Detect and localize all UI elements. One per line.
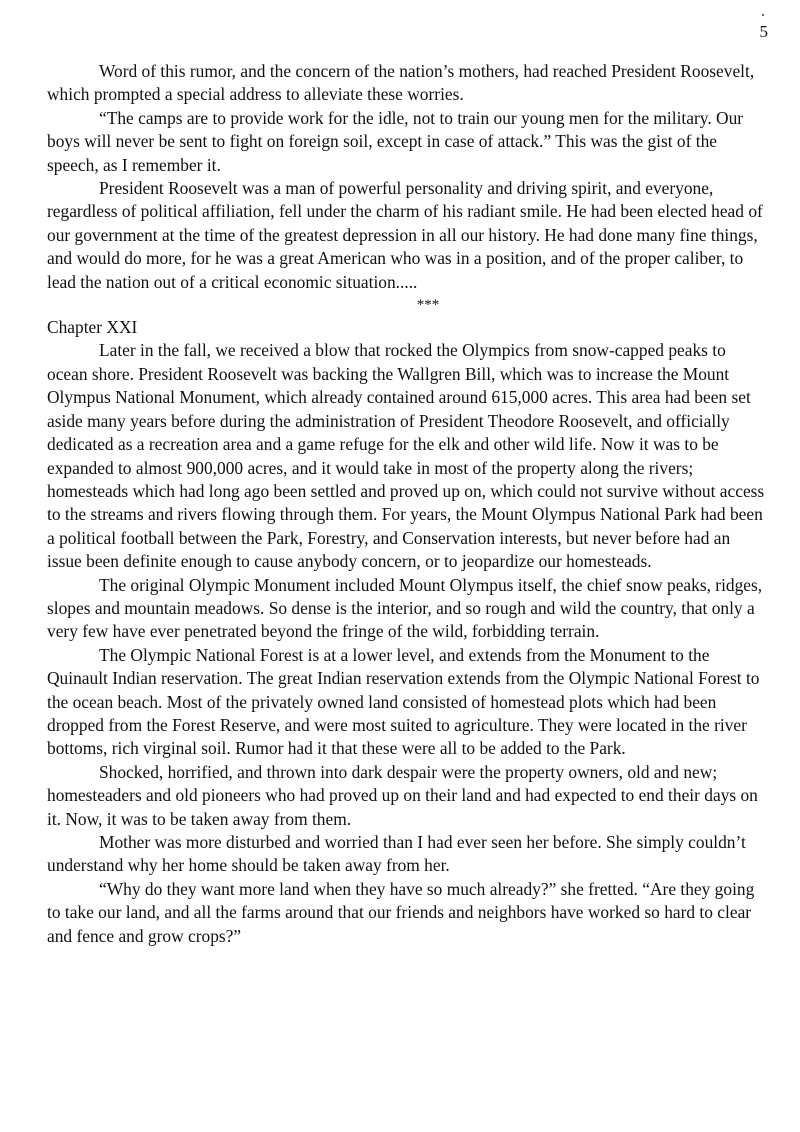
paragraph: President Roosevelt was a man of powerful personality and driving spirit, and everyone, regardless of political affiliation, fell under the charm of his radiant smile. He had been elected head of our government at the time of the greatest depression in all our history. He had done many fine things, and would do more, for he was a great American who was in a position, and of the proper caliber, to lead the nation out of a critical economic situation.....	[47, 178, 763, 292]
paragraph: The Olympic National Forest is at a lower level, and extends from the Monument to the Quinault Indian reservation. The great Indian reservation extends from the Olympic National Forest to the ocean beach. Most of the privately owned land consisted of homestead plots which had been dropped from the Forest Reserve, and were most suited to agriculture. They were located in the river bottoms, rich virginal soil. Rumor had it that these were all to be added to the Park.	[47, 644, 760, 759]
paragraph: The original Olympic Monument included Mount Olympus itself, the chief snow peaks, ridges, slopes and mountain meadows. So dense is the interior, and so rough and wild the country, that only a very few have ever penetrated beyond the fringe of the wild, forbidding terrain.	[47, 574, 763, 642]
page-body	[47, 60, 769, 948]
paragraph: Shocked, horrified, and thrown into dark despair were the property owners, old and new; homesteaders and old pioneers who had proved up on their land and had expected to end their days on it. Now, it was to be taken away from them.	[47, 761, 758, 829]
paragraph: Word of this rumor, and the concern of the nation’s mothers, had reached President Roosevelt, which prompted a special address to alleviate these worries.	[47, 61, 755, 105]
page-number: 5	[759, 22, 768, 41]
paragraph: Later in the fall, we received a blow that rocked the Olympics from snow-capped peaks to ocean shore. President Roosevelt was backing the Wallgren Bill, which was to increase the Mount Olympus National Monument, which already contained around 615,000 acres. This area had been set aside many years before during the administration of President Theodore Roosevelt, and officially dedicated as a recreation area and a game refuge for the elk and other wild life. Now it was to be expanded to almost 900,000 acres, and it would take in most of the property along the rivers; homesteads which had long ago been settled and proved up on, which could not survive without access to the streams and rivers flowing through them. For years, the Mount Olympus National Park had been a political football between the Park, Forestry, and Conservation interests, but never before had an issue been definite enough to cause anybody concern, or to jeopardize our homesteads.	[47, 340, 765, 572]
scan-speck	[762, 14, 764, 16]
chapter-heading: Chapter XXI	[47, 317, 138, 338]
paragraph: Mother was more disturbed and worried than I had ever seen her before. She simply couldn’t understand why her home should be taken away from her.	[47, 832, 746, 876]
paragraph: “Why do they want more land when they have so much already?” she fretted. “Are they going to take our land, and all the farms around that our friends and neighbors have worked so hard to clear and fence and grow crops?”	[47, 878, 755, 946]
section-separator: ***	[416, 297, 440, 314]
paragraph: “The camps are to provide work for the idle, not to train our young men for the military. Our boys will never be sent to fight on foreign soil, except in case of attack.” This was the gist of the speech, as I remember it.	[47, 107, 744, 175]
